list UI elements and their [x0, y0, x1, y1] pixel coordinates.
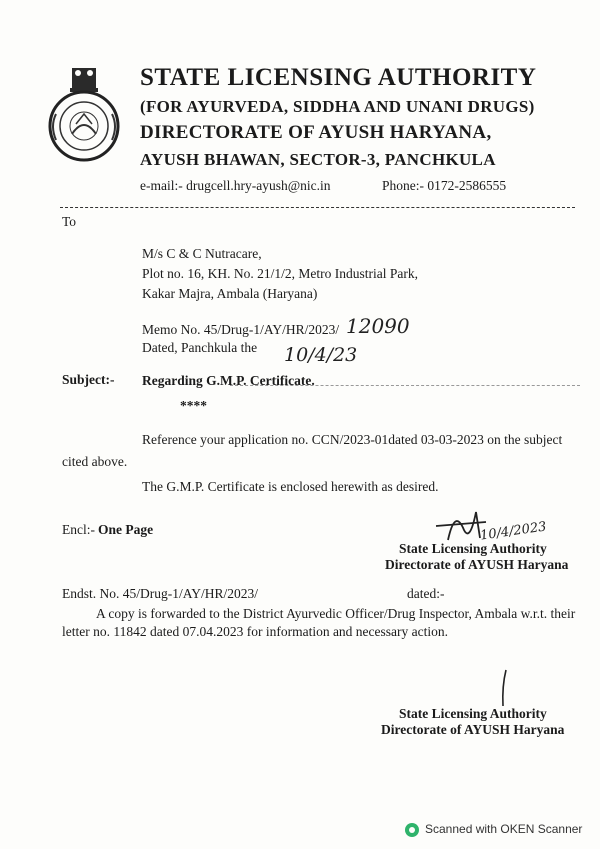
enclosure-label: Encl:- — [62, 522, 95, 537]
subject-text: Regarding G.M.P. Certificate. — [142, 373, 315, 388]
body-paragraph: Reference your application no. CCN/2023-01dated 03-03-2023 on the subject — [142, 432, 563, 447]
memo-date-handwritten: 10/4/23 — [284, 344, 358, 366]
contact-email: e-mail:- drugcell.hry-ayush@nic.in — [140, 178, 331, 193]
enclosure-value: One Page — [98, 522, 154, 537]
endorsement-text: A copy is forwarded to the District Ayurvedic Officer/Drug Inspector, Ambala w.r.t. their — [96, 606, 576, 621]
authority-subtitle: (FOR AYURVEDA, SIDDHA AND UNANI DRUGS) — [140, 97, 535, 116]
scanner-logo-icon — [404, 822, 420, 838]
authority-title: STATE LICENSING AUTHORITY — [140, 64, 537, 91]
signatory-office: Directorate of AYUSH Haryana — [385, 557, 569, 572]
signatory-office: Directorate of AYUSH Haryana — [381, 722, 565, 737]
scanner-watermark: Scanned with OKEN Scanner — [425, 822, 583, 836]
body-paragraph: cited above. — [62, 454, 128, 469]
endorsement-text: letter no. 11842 dated 07.04.2023 for information and necessary action. — [62, 624, 449, 639]
memo-dated: Dated, Panchkula the — [142, 340, 258, 355]
header-divider — [60, 207, 575, 208]
to-label: To — [62, 214, 77, 229]
haryana-seal-icon — [42, 64, 126, 162]
subject-underline — [230, 385, 580, 386]
endorsement-dated: dated:- — [407, 586, 445, 601]
subject-label: Subject:- — [62, 372, 115, 387]
directorate-address: AYUSH BHAWAN, SECTOR-3, PANCHKULA — [140, 150, 496, 169]
addressee-address-line: Kakar Majra, Ambala (Haryana) — [142, 286, 318, 301]
addressee-address-line: Plot no. 16, KH. No. 21/1/2, Metro Industrial Park, — [142, 266, 418, 281]
directorate-name: DIRECTORATE OF AYUSH HARYANA, — [140, 122, 492, 143]
contact-phone: Phone:- 0172-2586555 — [382, 178, 507, 193]
signature-handwritten-date: 10/4/2023 — [479, 519, 548, 544]
signatory-title: State Licensing Authority — [399, 541, 547, 556]
signatory-title: State Licensing Authority — [399, 706, 547, 721]
memo-number: Memo No. 45/Drug-1/AY/HR/2023/ — [142, 322, 340, 337]
subject-stars: **** — [180, 398, 207, 413]
signature-icon — [494, 668, 514, 708]
body-paragraph: The G.M.P. Certificate is enclosed herewith as desired. — [142, 479, 439, 494]
memo-number-handwritten: 12090 — [346, 314, 410, 338]
addressee-name: M/s C & C Nutracare, — [142, 246, 262, 261]
endorsement-number: Endst. No. 45/Drug-1/AY/HR/2023/ — [62, 586, 259, 601]
